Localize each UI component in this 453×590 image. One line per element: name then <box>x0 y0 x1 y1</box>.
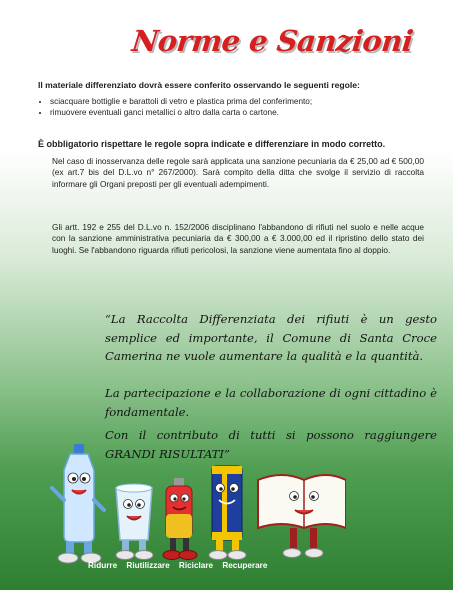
slogan-word: Riciclare <box>178 561 214 570</box>
rule-item: • rimuovere eventuali ganci metallici o altro dalla carta o cartone. <box>50 107 430 118</box>
obligation-heading: È obbligatorio rispettare le regole sopra indicate e differenziare in modo corretto. <box>38 139 386 149</box>
slogan-row <box>88 561 272 570</box>
intro-text: Il materiale differenziato dovrà essere conferito osservando le seguenti regole: <box>38 80 360 90</box>
rules-list <box>38 96 430 118</box>
slogan-word: Riutilizzare <box>126 561 170 570</box>
can-mascot <box>209 466 246 560</box>
bottle-mascot <box>52 444 104 563</box>
glass-mascot <box>116 484 153 560</box>
rule-item: • sciacquare bottiglie e barattoli di vetro e plastica prima del conferimento; <box>50 96 430 107</box>
quote-paragraph-3: Con il contributo di tutti si possono raggiungere GRANDI RISULTATI” <box>105 428 437 461</box>
battery-mascot <box>163 478 197 560</box>
page-title: Norme e Sanzioni <box>130 24 415 58</box>
sanction-paragraph: Nel caso di inosservanza delle regole sarà applicata una sanzione pecuniaria da € 25,00 ad € 500,00 (ex art.7 bis del D.L.vo n° 267/2000). Sarà compito della ditta che svolge il servizio di raccolta informare gli Organi preposti per gli eventuali adempimenti. <box>52 156 424 189</box>
recycling-mascots-illustration <box>46 440 346 565</box>
slogan-word: Ridurre <box>88 561 118 570</box>
slogan-word: Recuperare <box>222 561 268 570</box>
quote-paragraph-1: “La Raccolta Differenziata dei rifiuti è un gesto semplice ed importante, il Comune di Santa Croce Camerina ne vuole aumentare la qualità e la quantità. <box>105 312 437 363</box>
book-mascot <box>258 475 346 558</box>
quote-paragraph-2: La partecipazione e la collaborazione di ogni cittadino è fondamentale. <box>105 386 437 419</box>
abandonment-paragraph: Gli artt. 192 e 255 del D.L.vo n. 152/2006 disciplinano l'abbandono di rifiuti nel suolo e nelle acque con la sanzione amministrativa pecuniaria da € 300,00 a € 3.000,00 ed il ripristino dello stato dei luoghi. Se l'abbandono riguarda rifiuti pericolosi, la sanzione viene aumentata fino al doppio. <box>52 222 424 255</box>
